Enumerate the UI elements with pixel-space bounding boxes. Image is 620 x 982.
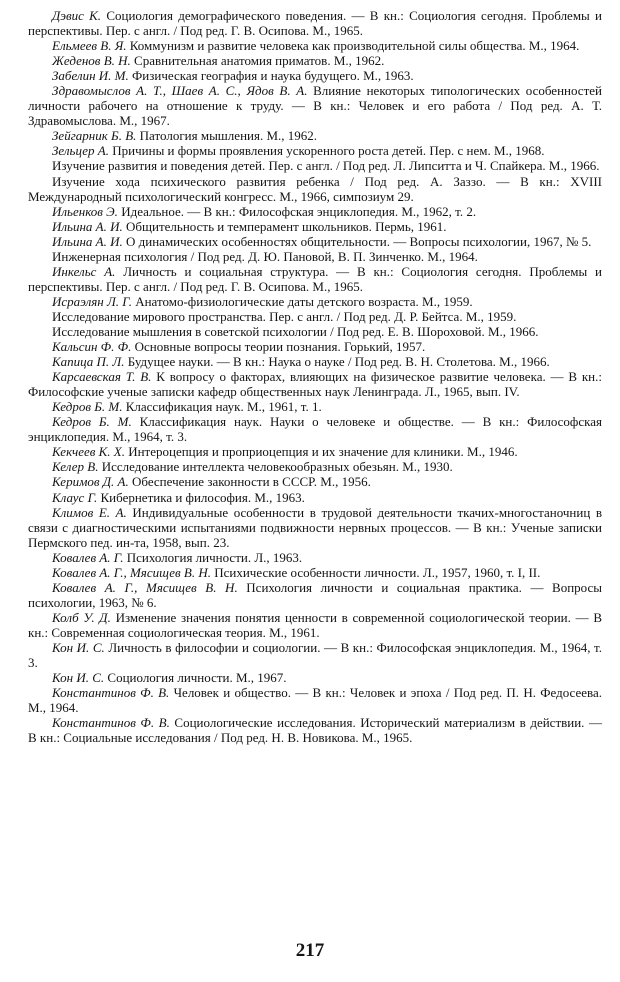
- bibliography-entry: [28, 68, 602, 83]
- entry-text: Социология демографического поведения. — В кн.: Социология сегодня. Проблемы и перспективы. Пер. с англ. / Под ред. Г. В. Осипова. М., 1965.: [28, 8, 602, 39]
- bibliography-entry: [28, 670, 602, 685]
- entry-text: Исследование мирового пространства. Пер. с англ. / Под ред. Д. Р. Бейтса. М., 1959.: [52, 308, 517, 324]
- entry-text: Причины и формы проявления ускоренного роста детей. Пер. с нем. М., 1968.: [112, 143, 545, 159]
- bibliography-entry: [28, 565, 602, 580]
- bibliography-entry: [28, 399, 602, 414]
- entry-text: Анатомо-физиологические даты детского возраста. М., 1959.: [135, 293, 473, 309]
- bibliography-entry: [28, 444, 602, 459]
- entry-text: О динамических особенностях общительности. — Вопросы психологии, 1967, № 5.: [126, 233, 592, 249]
- entry-text: Изучение развития и поведения детей. Пер. с англ. / Под ред. Л. Липситта и Ч. Спайкера. М., 1966.: [52, 158, 600, 174]
- entry-text: Коммунизм и развитие человека как производительной силы общества. М., 1964.: [129, 38, 580, 54]
- entry-author: Климов Е. А.: [52, 504, 127, 520]
- page-number: 217: [295, 940, 325, 961]
- entry-text: Идеальное. — В кн.: Философская энциклопедия. М., 1962, т. 2.: [121, 203, 477, 219]
- bibliography-entry: [28, 324, 602, 339]
- entry-author: Ковалев А. Г., Мясищев В. Н.: [52, 564, 211, 580]
- entry-text: Интероцепция и проприоцепция и их значение для клиники. М., 1946.: [128, 444, 518, 460]
- entry-text: Классификация наук. М., 1961, т. 1.: [125, 399, 322, 415]
- bibliography-entry: [28, 158, 602, 173]
- bibliography-entry: [28, 38, 602, 53]
- entry-author: Зейгарник Б. В.: [52, 128, 137, 144]
- bibliography-entry: [28, 474, 602, 489]
- entry-author: Келер В.: [52, 459, 99, 475]
- entry-text: К вопросу о факторах, влияющих на физическое развитие человека. — В кн.: Философские ученые записки кафедр общественных наук Ленинграда. Л., 1965, вып. IV.: [28, 369, 602, 400]
- entry-text: Исследование мышления в советской психологии / Под ред. Е. В. Шороховой. М., 1966.: [52, 323, 539, 339]
- bibliography-entry: [28, 143, 602, 158]
- entry-text: Психология личности и социальная практика. — Вопросы психологии, 1963, № 6.: [28, 579, 602, 610]
- entry-author: Ильина А. И.: [52, 233, 123, 249]
- bibliography-entry: [28, 83, 602, 128]
- entry-author: Керимов Д. А.: [52, 474, 129, 490]
- entry-text: Будущее науки. — В кн.: Наука о науке / Под ред. В. Н. Столетова. М., 1966.: [127, 354, 550, 370]
- bibliography-entry: [28, 219, 602, 234]
- entry-author: Константинов Ф. В.: [52, 715, 170, 731]
- bibliography-entry: [28, 640, 602, 670]
- entry-text: Социологические исследования. Исторический материализм в действии. — В кн.: Социальные исследования / Под ред. Н. В. Новикова. М., 1965.: [28, 715, 602, 746]
- entry-author: Ильина А. И.: [52, 218, 123, 234]
- bibliography-entry: [28, 715, 602, 745]
- bibliography-entry: [28, 309, 602, 324]
- bibliography-entry: [28, 128, 602, 143]
- entry-text: Физическая география и наука будущего. М., 1963.: [132, 68, 414, 84]
- entry-author: Кальсин Ф. Ф.: [52, 339, 132, 355]
- bibliography-entry: [28, 53, 602, 68]
- entry-author: Жеденов В. Н.: [52, 53, 131, 69]
- entry-text: Кибернетика и философия. М., 1963.: [100, 489, 305, 505]
- bibliography-entry: [28, 294, 602, 309]
- entry-author: Ковалев А. Г.: [52, 549, 124, 565]
- entry-text: Изменение значения понятия ценности в современной социологической теории. — В кн.: Современная социологическая теория. М., 1961.: [28, 609, 603, 640]
- entry-text: Личность и социальная структура. — В кн.: Социология сегодня. Проблемы и перспективы. Пер. с англ. / Под ред. Г. В. Осипова. М., 1965.: [28, 263, 603, 294]
- entry-author: Капица П. Л.: [52, 354, 125, 370]
- entry-text: Основные вопросы теории познания. Горький, 1957.: [134, 339, 426, 355]
- bibliography-entry: [28, 685, 602, 715]
- entry-author: Забелин И. М.: [52, 68, 129, 84]
- entry-text: Исследование интеллекта человекообразных обезьян. М., 1930.: [101, 459, 453, 475]
- bibliography-entry: [28, 234, 602, 249]
- entry-text: Социология личности. М., 1967.: [107, 670, 287, 686]
- bibliography-entry: [28, 8, 602, 38]
- entry-author: Здравомыслов А. Т., Шаев А. С., Ядов В. А.: [52, 83, 308, 99]
- entry-text: Личность в философии и социологии. — В кн.: Философская энциклопедия. М., 1964, т. 3.: [28, 639, 602, 671]
- bibliography-entry: [28, 505, 602, 550]
- entry-author: Инкельс А.: [52, 263, 116, 279]
- entry-author: Ильенков Э.: [52, 203, 118, 219]
- bibliography-entry: [28, 414, 602, 444]
- bibliography-entry: [28, 580, 602, 610]
- entry-author: Исраэлян Л. Г.: [52, 293, 132, 309]
- bibliography-entry: [28, 204, 602, 219]
- bibliography-entry: [28, 459, 602, 474]
- entry-text: Сравнительная анатомия приматов. М., 1962.: [134, 53, 385, 69]
- entry-author: Клаус Г.: [52, 489, 98, 505]
- entry-author: Кедров Б. М.: [52, 414, 132, 430]
- entry-author: Колб У. Д.: [52, 609, 111, 625]
- entry-text: Общительность и темперамент школьников. Пермь, 1961.: [126, 218, 447, 234]
- entry-author: Карсаевская Т. В.: [52, 369, 152, 385]
- entry-author: Ельмеев В. Я.: [52, 38, 127, 54]
- entry-text: Влияние некоторых типологических особенностей личности рабочего на отношение к труду. — В кн.: Человек и его работа / Под ред. А. Т. Здравомыслова. М., 1967.: [28, 83, 602, 129]
- entry-text: Обеспечение законности в СССР. М., 1956.: [131, 474, 371, 490]
- entry-text: Психология личности. Л., 1963.: [126, 549, 303, 565]
- entry-author: Константинов Ф. В.: [52, 685, 170, 701]
- bibliography-entry: [28, 354, 602, 369]
- bibliography-entry: [28, 174, 602, 204]
- entry-text: Классификация наук. Науки о человеке и обществе. — В кн.: Философская энциклопедия. М., 1964, т. 3.: [28, 414, 602, 445]
- entry-text: Психические особенности личности. Л., 1957, 1960, т. I, II.: [214, 564, 541, 580]
- entry-text: Изучение хода психического развития ребенка / Под ред. А. Заззо. — В кн.: XVIII Международный психологический конгресс. М., 1966, симпозиум 29.: [28, 173, 602, 204]
- entry-text: Человек и общество. — В кн.: Человек и эпоха / Под ред. П. Н. Федосеева. М., 1964.: [28, 685, 603, 716]
- entry-author: Зельцер А.: [52, 143, 110, 159]
- entry-author: Кедров Б. М.: [52, 399, 123, 415]
- entry-author: Кекчеев К. Х.: [52, 444, 125, 460]
- entry-text: Инженерная психология / Под ред. Д. Ю. Пановой, В. П. Зинченко. М., 1964.: [52, 248, 478, 264]
- entry-text: Патология мышления. М., 1962.: [139, 128, 318, 144]
- entry-author: Дэвис К.: [52, 8, 102, 23]
- bibliography-entry: [28, 550, 602, 565]
- entry-author: Ковалев А. Г., Мясищев В. Н.: [52, 579, 238, 595]
- bibliography-entry: [28, 490, 602, 505]
- bibliography-entry: [28, 369, 602, 399]
- bibliography-entry: [28, 249, 602, 264]
- bibliography-entry: [28, 264, 602, 294]
- bibliography-entry: [28, 339, 602, 354]
- bibliography-entry: [28, 610, 602, 640]
- entry-text: Индивидуальные особенности в трудовой деятельности ткачих-многостаночниц в связи с диагностическими испытаниями подвижности нервных процессов. — В кн.: Ученые записки Пермского пед. ин-та, 1958, вып. 23.: [28, 504, 603, 550]
- entry-author: Кон И. С.: [52, 670, 105, 686]
- entry-author: Кон И. С.: [52, 639, 105, 655]
- bibliography-list: [28, 8, 602, 745]
